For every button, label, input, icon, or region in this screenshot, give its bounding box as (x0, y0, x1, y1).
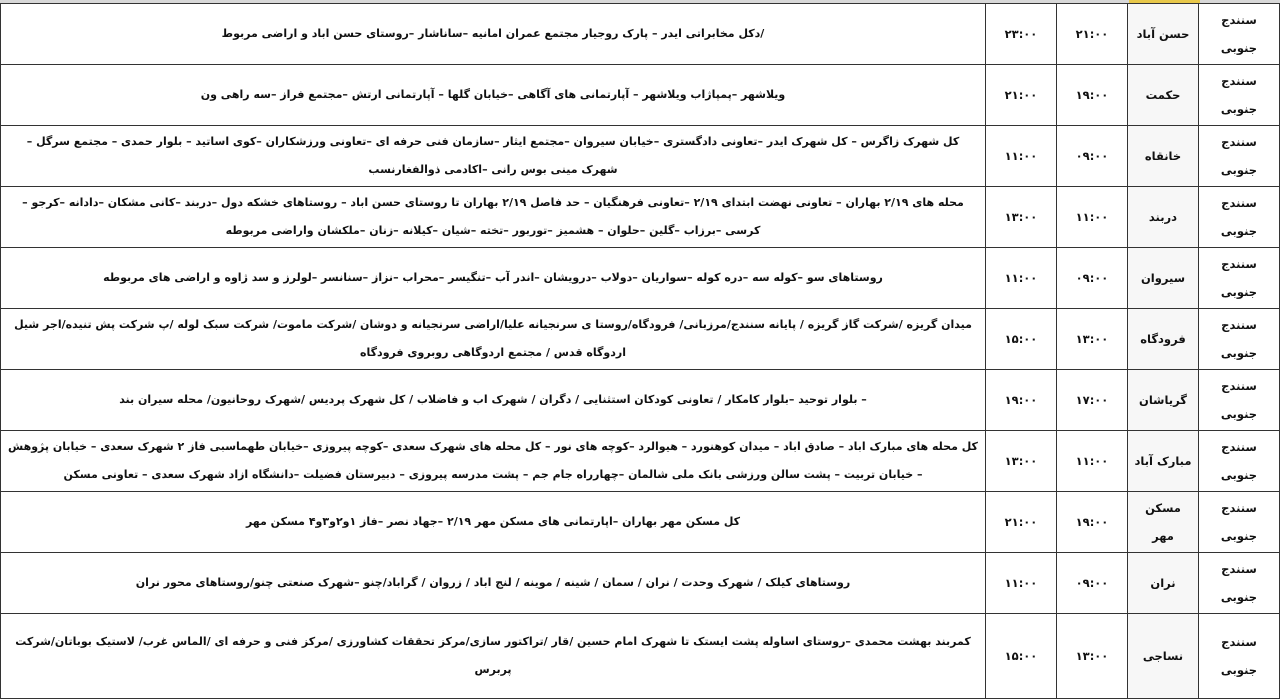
start-time-cell: ۰۹:۰۰ (1057, 553, 1128, 614)
description-cell: /دکل مخابراتی ایدر – پارک روجیار مجتمع عمران امانیه –ساناشار –روستای حسن اباد و اراضی مربوط (1, 4, 986, 65)
description-cell: روستاهای سو –کوله سه –دره کوله –سواریان –دولاب –درویشان –اندر آب –تنگیسر –محراب –نزاز –سنانسر –لولرز و سد ژاوه و اراضی های مربوطه (1, 248, 986, 309)
table-row (1, 553, 1280, 614)
table-row (1, 309, 1280, 370)
region-cell: سنندج جنوبی (1199, 370, 1280, 431)
area-cell: مبارک آباد (1128, 431, 1199, 492)
region-cell: سنندج جنوبی (1199, 4, 1280, 65)
end-time-cell: ۱۵:۰۰ (986, 309, 1057, 370)
region-cell: سنندج جنوبی (1199, 614, 1280, 699)
end-time-cell: ۲۱:۰۰ (986, 65, 1057, 126)
description-cell: کل شهرک زاگرس – کل شهرک ایدر –تعاونی دادگستری –خیابان سیروان –مجتمع ایثار –سازمان فنی حرفه ای –تعاونی ورزشکاران –کوی اساتید – بلوار حمدی – مجتمع سرگل – شهرک مینی بوس رانی –اکادمی ذوالفغارنسب (1, 126, 986, 187)
end-time-cell: ۱۱:۰۰ (986, 126, 1057, 187)
start-time-cell: ۰۹:۰۰ (1057, 126, 1128, 187)
start-time-cell: ۱۳:۰۰ (1057, 309, 1128, 370)
description-cell: کل محله های مبارک اباد – صادق اباد – میدان کوهنورد – هیوالرد –کوچه های نور – کل محله های شهرک سعدی –کوچه پیروزی –خیابان طهماسبی فاز ۲ شهرک سعدی – خیابان پژوهش – خیابان تربیت – پشت سالن ورزشی بانک ملی شالمان –چهارراه جام جم – پشت مدرسه پیروزی – دبیرستان فضیلت –دانشگاه ازاد شهرک سعدی – تعاونی مسکن (1, 431, 986, 492)
end-time-cell: ۲۳:۰۰ (986, 4, 1057, 65)
start-time-cell: ۱۳:۰۰ (1057, 614, 1128, 699)
region-cell: سنندج جنوبی (1199, 492, 1280, 553)
description-cell: کمربند بهشت محمدی –روستای اساوله پشت ایستک تا شهرک امام حسین /قار /تراکتور سازی/مرکز تحققات کشاورزی /مرکز فنی و حرفه ای /الماس غرب/ لاستیک بوباتان/شرکت پربرس (1, 614, 986, 699)
outage-schedule-table (0, 3, 1280, 699)
end-time-cell: ۲۱:۰۰ (986, 492, 1057, 553)
end-time-cell: ۱۵:۰۰ (986, 614, 1057, 699)
table-row (1, 65, 1280, 126)
end-time-cell: ۱۱:۰۰ (986, 248, 1057, 309)
area-cell: گریاشان (1128, 370, 1199, 431)
end-time-cell: ۱۹:۰۰ (986, 370, 1057, 431)
table-row (1, 492, 1280, 553)
description-cell: – بلوار توحید –بلوار کامکار / تعاونی کودکان استثنایی / دگران / شهرک اب و فاضلاب / کل شهرک پردیس /شهرک روحانیون/ محله سیران بند (1, 370, 986, 431)
region-cell: سنندج جنوبی (1199, 553, 1280, 614)
start-time-cell: ۱۱:۰۰ (1057, 431, 1128, 492)
table-row (1, 126, 1280, 187)
area-cell: نساجی (1128, 614, 1199, 699)
table-row (1, 248, 1280, 309)
region-cell: سنندج جنوبی (1199, 431, 1280, 492)
description-cell: ویلاشهر –پمپاژاب ویلاشهر – آپارتمانی های آگاهی –خیابان گلها – آپارتمانی ارتش –مجتمع فراز –سه راهی ون (1, 65, 986, 126)
table-row (1, 431, 1280, 492)
start-time-cell: ۱۹:۰۰ (1057, 65, 1128, 126)
table-row (1, 614, 1280, 699)
description-cell: روستاهای کیلک / شهرک وحدت / نران / سمان / شینه / موینه / لنج اباد / زروان / گراباد/چنو –شهرک صنعتی چنو/روستاهای محور نران (1, 553, 986, 614)
start-time-cell: ۱۷:۰۰ (1057, 370, 1128, 431)
region-cell: سنندج جنوبی (1199, 248, 1280, 309)
area-cell: مسکن مهر (1128, 492, 1199, 553)
region-cell: سنندج جنوبی (1199, 126, 1280, 187)
area-cell: فرودگاه (1128, 309, 1199, 370)
area-cell: سیروان (1128, 248, 1199, 309)
description-cell: کل مسکن مهر بهاران –اپارتمانی های مسکن مهر ۲/۱۹ –جهاد نصر –فاز ۱و۲و۳و۴ مسکن مهر (1, 492, 986, 553)
table-row (1, 187, 1280, 248)
area-cell: خانقاه (1128, 126, 1199, 187)
table-row (1, 4, 1280, 65)
region-cell: سنندج جنوبی (1199, 309, 1280, 370)
end-time-cell: ۱۳:۰۰ (986, 187, 1057, 248)
end-time-cell: ۱۳:۰۰ (986, 431, 1057, 492)
start-time-cell: ۱۱:۰۰ (1057, 187, 1128, 248)
area-cell: حکمت (1128, 65, 1199, 126)
table-row (1, 370, 1280, 431)
end-time-cell: ۱۱:۰۰ (986, 553, 1057, 614)
start-time-cell: ۰۹:۰۰ (1057, 248, 1128, 309)
description-cell: محله های ۲/۱۹ بهاران – تعاونی نهضت ابتدای ۲/۱۹ –تعاونی فرهنگیان – حد فاصل ۲/۱۹ بهاران تا روستای حسن اباد – روستاهای خشکه دول –دربند –کانی مشکان –دادانه –کرجو –کرسی –برزاب –گلین –حلوان – هشمیز –توربور –تخته –شیان –کیلانه –زنان –ملکشان واراضی مربوطه (1, 187, 986, 248)
area-cell: حسن آباد (1128, 4, 1199, 65)
area-cell: دربند (1128, 187, 1199, 248)
description-cell: میدان گریزه /شرکت گاز گریزه / پایانه سنندج/مرزبانی/ فرودگاه/روستا ی سرنجیانه علیا/اراضی سرنجیانه و دوشان /شرکت ماموت/ شرکت سبک لوله /پ شرکت پش تنیده/اجر شیل اردوگاه قدس / مجتمع اردوگاهی روبروی فرودگاه (1, 309, 986, 370)
region-cell: سنندج جنوبی (1199, 187, 1280, 248)
region-cell: سنندج جنوبی (1199, 65, 1280, 126)
area-cell: نران (1128, 553, 1199, 614)
start-time-cell: ۱۹:۰۰ (1057, 492, 1128, 553)
start-time-cell: ۲۱:۰۰ (1057, 4, 1128, 65)
